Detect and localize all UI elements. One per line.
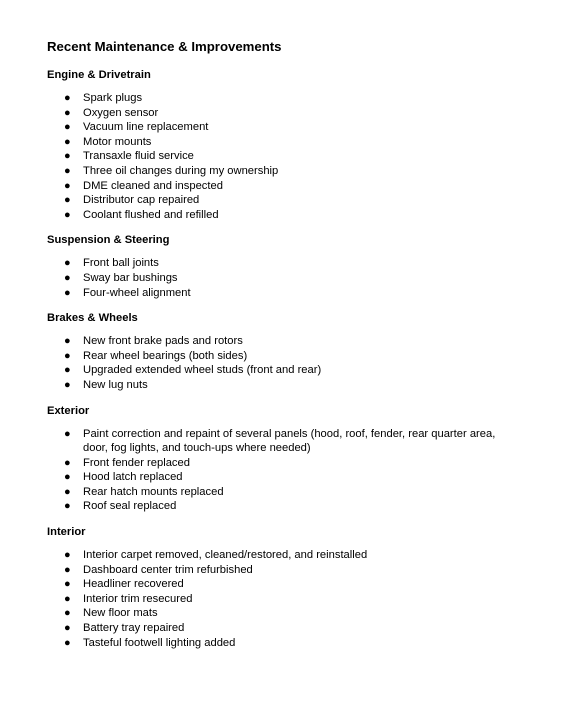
bullet-list (47, 548, 522, 650)
bullet-icon: ● (64, 592, 71, 605)
list-item (47, 349, 522, 364)
list-item-text: Front ball joints (83, 257, 159, 270)
list-item-text: Hood latch replaced (83, 471, 183, 484)
list-item-text: Roof seal replaced (83, 500, 177, 513)
bullet-icon: ● (64, 271, 71, 284)
bullet-icon: ● (64, 578, 71, 591)
list-item-text: DME cleaned and inspected (83, 179, 223, 192)
bullet-icon: ● (64, 471, 71, 484)
sections-container (47, 68, 522, 650)
bullet-icon: ● (64, 135, 71, 148)
list-item (47, 334, 522, 349)
bullet-icon: ● (64, 286, 71, 299)
list-item-text: Distributor cap repaired (83, 194, 200, 207)
list-item (47, 456, 522, 471)
list-item (47, 193, 522, 208)
list-item (47, 499, 522, 514)
list-item-text: Oxygen sensor (83, 106, 159, 119)
list-item-text: Rear wheel bearings (both sides) (83, 349, 248, 362)
list-item (47, 271, 522, 286)
list-item (47, 636, 522, 651)
list-item (47, 164, 522, 179)
list-item-text: Transaxle fluid service (83, 150, 194, 163)
list-item (47, 427, 522, 456)
list-item-text: New floor mats (83, 607, 158, 620)
bullet-icon: ● (64, 607, 71, 620)
list-item (47, 256, 522, 271)
bullet-icon: ● (64, 106, 71, 119)
bullet-icon: ● (64, 335, 71, 348)
bullet-icon: ● (64, 427, 71, 440)
list-item (47, 592, 522, 607)
bullet-icon: ● (64, 456, 71, 469)
list-item-text: Motor mounts (83, 135, 152, 148)
list-item (47, 91, 522, 106)
document-title: Recent Maintenance & Improvements (47, 39, 282, 54)
list-item-text: Four-wheel alignment (83, 286, 191, 299)
list-item (47, 621, 522, 636)
list-item-text: Spark plugs (83, 92, 143, 104)
list-item (47, 606, 522, 621)
list-item (47, 577, 522, 592)
bullet-icon: ● (64, 150, 71, 163)
bullet-icon: ● (64, 179, 71, 192)
bullet-icon: ● (64, 378, 71, 391)
bullet-icon: ● (64, 485, 71, 498)
list-item-text: Vacuum line replacement (83, 121, 209, 134)
list-item (47, 208, 522, 223)
bullet-icon: ● (64, 121, 71, 134)
bullet-list (47, 256, 522, 300)
list-item-text: Battery tray repaired (83, 622, 185, 635)
bullet-icon: ● (64, 92, 71, 104)
section-heading: Exterior (47, 404, 90, 417)
list-item-text: Coolant flushed and refilled (83, 208, 219, 221)
list-item-text: Interior trim resecured (83, 592, 193, 605)
list-item (47, 106, 522, 121)
list-item (47, 563, 522, 578)
bullet-icon: ● (64, 164, 71, 177)
list-item-text: Headliner recovered (83, 578, 184, 591)
section-heading: Interior (47, 526, 86, 539)
bullet-icon: ● (64, 349, 71, 362)
list-item (47, 286, 522, 301)
bullet-icon: ● (64, 208, 71, 221)
list-item-text: Tasteful footwell lighting added (83, 636, 236, 649)
list-item (47, 485, 522, 500)
bullet-icon: ● (64, 622, 71, 635)
bullet-list (47, 91, 522, 222)
bullet-list (47, 427, 522, 515)
list-item (47, 120, 522, 135)
list-item-text: Sway bar bushings (83, 271, 178, 284)
list-item (47, 149, 522, 164)
bullet-icon: ● (64, 257, 71, 270)
list-item-text: Paint correction and repaint of several panels (hood, roof, fender, rear quarter area, door, fog lights, and touch-ups where needed) (83, 427, 496, 455)
bullet-icon: ● (64, 500, 71, 513)
list-item-text: Three oil changes during my ownership (83, 164, 279, 177)
section-heading: Brakes & Wheels (47, 312, 138, 325)
list-item-text: Interior carpet removed, cleaned/restored, and reinstalled (83, 549, 368, 562)
bullet-list (47, 334, 522, 392)
list-item-text: Rear hatch mounts replaced (83, 485, 224, 498)
list-item-text: Front fender replaced (83, 456, 190, 469)
bullet-icon: ● (64, 549, 71, 562)
list-item-text: New front brake pads and rotors (83, 335, 243, 348)
section-heading: Engine & Drivetrain (47, 69, 151, 81)
list-item-text: New lug nuts (83, 378, 148, 391)
list-item-text: Upgraded extended wheel studs (front and rear) (83, 364, 322, 377)
list-item (47, 179, 522, 194)
list-item (47, 363, 522, 378)
section-heading: Suspension & Steering (47, 234, 170, 247)
list-item (47, 378, 522, 393)
list-item (47, 548, 522, 563)
list-item (47, 135, 522, 150)
bullet-icon: ● (64, 563, 71, 576)
bullet-icon: ● (64, 194, 71, 207)
list-item (47, 470, 522, 485)
bullet-icon: ● (64, 636, 71, 649)
bullet-icon: ● (64, 364, 71, 377)
list-item-text: Dashboard center trim refurbished (83, 563, 253, 576)
